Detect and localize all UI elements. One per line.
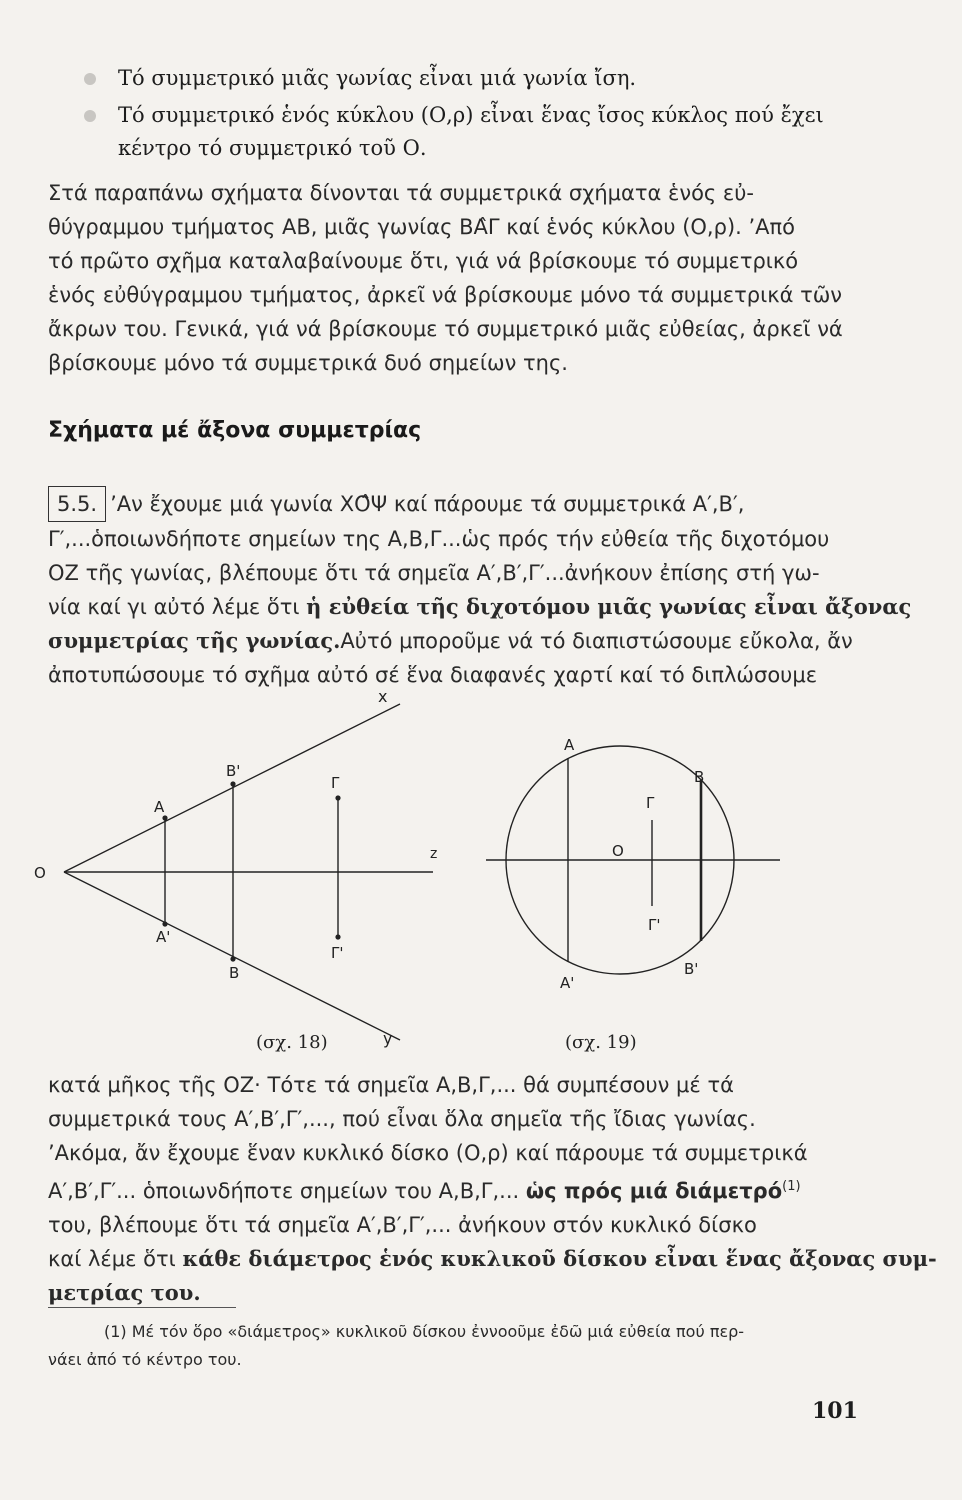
bullet-text: κέντρο τό συμμετρικό τοῦ Ο.: [118, 136, 427, 160]
label-g-prime: Γ': [331, 944, 344, 962]
label-g: Γ: [646, 794, 655, 812]
bold-text: ἡ εὐθεία τῆς διχοτόμου μιᾶς γωνίας εἶναι ἄξονας: [306, 594, 912, 619]
bold-text: κάθε διάμετρος ἑνός κυκλικοῦ δίσκου εἶναι ἕνας ἄξονας συμ-: [182, 1246, 937, 1271]
bold-text: συμμετρίας τῆς γωνίας.: [48, 628, 341, 653]
label-y: y: [383, 1029, 393, 1048]
text-span: νία καί γι αὐτό λέμε ὅτι: [48, 595, 307, 619]
footnote-line: (1) Μέ τόν ὅρο «διάμετρος» κυκλικοῦ δίσκου ἐννοοῦμε ἐδῶ μιά εὐθεία πού περ-: [104, 1322, 745, 1341]
intro-paragraph: [48, 176, 868, 380]
label-x: x: [378, 687, 388, 706]
label-a: A: [154, 798, 165, 816]
bullet-text: Τό συμμετρικό ἑνός κύκλου (Ο,ρ) εἶναι ἕνας ἴσος κύκλος πού ἔχει: [118, 103, 824, 127]
label-b: B: [694, 768, 705, 786]
text-line: μετρίας του.: [48, 1280, 201, 1305]
text-line: συμμετρικά τους Α′,Β′,Γ′,..., πού εἶναι ὅλα σημεῖα τῆς ἴδιας γωνίας.: [48, 1107, 756, 1131]
ray-ox: [64, 704, 400, 872]
section-heading: Σχήματα μέ ἄξονα συμμετρίας: [48, 418, 422, 443]
point-a: [162, 815, 167, 820]
label-z: z: [430, 846, 438, 862]
text-span: Α′,Β′,Γ′... ὁποιωνδήποτε σημείων του Α,Β,Γ,...: [48, 1179, 526, 1203]
footnote-divider: [48, 1307, 236, 1308]
figure-18-angle-diagram: [28, 680, 468, 1060]
text-line: ἀποτυπώσουμε τό σχῆμα αὐτό σέ ἕνα διαφανές χαρτί καί τό διπλώσουμε: [48, 663, 818, 687]
label-b-prime: B': [226, 762, 241, 780]
text-line: βρίσκουμε μόνο τά συμμετρικά δυό σημείων της.: [48, 351, 568, 375]
point-b: [230, 956, 235, 961]
point-g: [335, 795, 340, 800]
footnote-ref: (1): [782, 1179, 801, 1194]
text-line: ’Ακόμα, ἄν ἔχουμε ἕναν κυκλικό δίσκο (Ο,ρ) καί πάρουμε τά συμμετρικά: [48, 1141, 808, 1165]
text-line: [48, 1170, 868, 1208]
text-span: καί λέμε ὅτι: [48, 1247, 183, 1271]
label-o: O: [34, 864, 46, 882]
text-line: τό πρῶτο σχῆμα καταλαβαίνουμε ὅτι, γιά νά βρίσκουμε τό συμμετρικό: [48, 249, 799, 273]
point-b-prime: [230, 781, 235, 786]
text-line: Γ′,...ὁποιωνδήποτε σημείων της Α,Β,Γ...ὡς πρός τήν εὐθεία τῆς διχοτόμου: [48, 527, 830, 551]
closing-paragraph: [48, 1068, 937, 1310]
label-g-prime: Γ': [648, 916, 661, 934]
text-line: [48, 590, 912, 624]
label-o: O: [612, 842, 624, 860]
text-span: Αὐτό μποροῦμε νά τό διαπιστώσουμε εὔκολα, ἄν: [340, 629, 853, 653]
footnote-line: νάει ἀπό τό κέντρο του.: [48, 1350, 242, 1369]
text-line: ἄκρων του. Γενικά, γιά νά βρίσκουμε τό συμμετρικό μιᾶς εὐθείας, ἀρκεῖ νά: [48, 317, 843, 341]
footnote: [48, 1318, 868, 1374]
text-line: Στά παραπάνω σχήματα δίνονται τά συμμετρικά σχήματα ἑνός εὐ-: [48, 181, 755, 205]
point-a-prime: [162, 921, 167, 926]
text-line: θύγραμμου τμήματος ΑΒ, μιᾶς γωνίας ΒΑ̂Γ καί ἑνός κύκλου (Ο,ρ). ’Από: [48, 215, 796, 239]
label-a-prime: A': [560, 974, 575, 992]
label-b: B: [229, 964, 240, 982]
text-line: του, βλέπουμε ὅτι τά σημεῖα Α′,Β′,Γ′,... ἀνήκουν στόν κυκλικό δίσκο: [48, 1213, 757, 1237]
page-number: 101: [812, 1398, 858, 1424]
figure-19-circle-diagram: [480, 730, 790, 1000]
label-a: A: [564, 736, 575, 754]
label-a-prime: A': [156, 928, 171, 946]
section-number: 5.5.: [48, 486, 106, 522]
figure-18-caption: (σχ. 18): [256, 1032, 328, 1053]
ray-oy: [64, 872, 400, 1040]
label-b-prime: B': [684, 960, 699, 978]
text-line: [48, 624, 868, 658]
bullet-text: Τό συμμετρικό μιᾶς γωνίας εἶναι μιά γωνία ἴση.: [118, 66, 637, 90]
text-line: ἑνός εὐθύγραμμου τμήματος, ἀρκεῖ νά βρίσκουμε μόνο τά συμμετρικά τῶν: [48, 283, 843, 307]
section-paragraph: [48, 486, 912, 692]
text-line: [48, 486, 868, 522]
figure-19-caption: (σχ. 19): [565, 1032, 637, 1053]
bold-text: ὡς πρός μιά διάμετρό: [525, 1179, 783, 1203]
text-span: ’Αν ἔχουμε μιά γωνία ΧΟ̂Ψ καί πάρουμε τά συμμετρικά Α′,Β′,: [110, 492, 745, 516]
text-line: ΟΖ τῆς γωνίας, βλέπουμε ὅτι τά σημεῖα Α′,Β′,Γ′...ἀνήκουν ἐπίσης στή γω-: [48, 561, 820, 585]
text-line: κατά μῆκος τῆς ΟΖ· Τότε τά σημεῖα Α,Β,Γ,... θά συμπέσουν μέ τά: [48, 1073, 734, 1097]
bullet-dot: [84, 73, 96, 85]
point-g-prime: [335, 934, 340, 939]
label-g: Γ: [331, 774, 340, 792]
text-line: [48, 1242, 937, 1276]
bullet-dot: [84, 110, 96, 122]
